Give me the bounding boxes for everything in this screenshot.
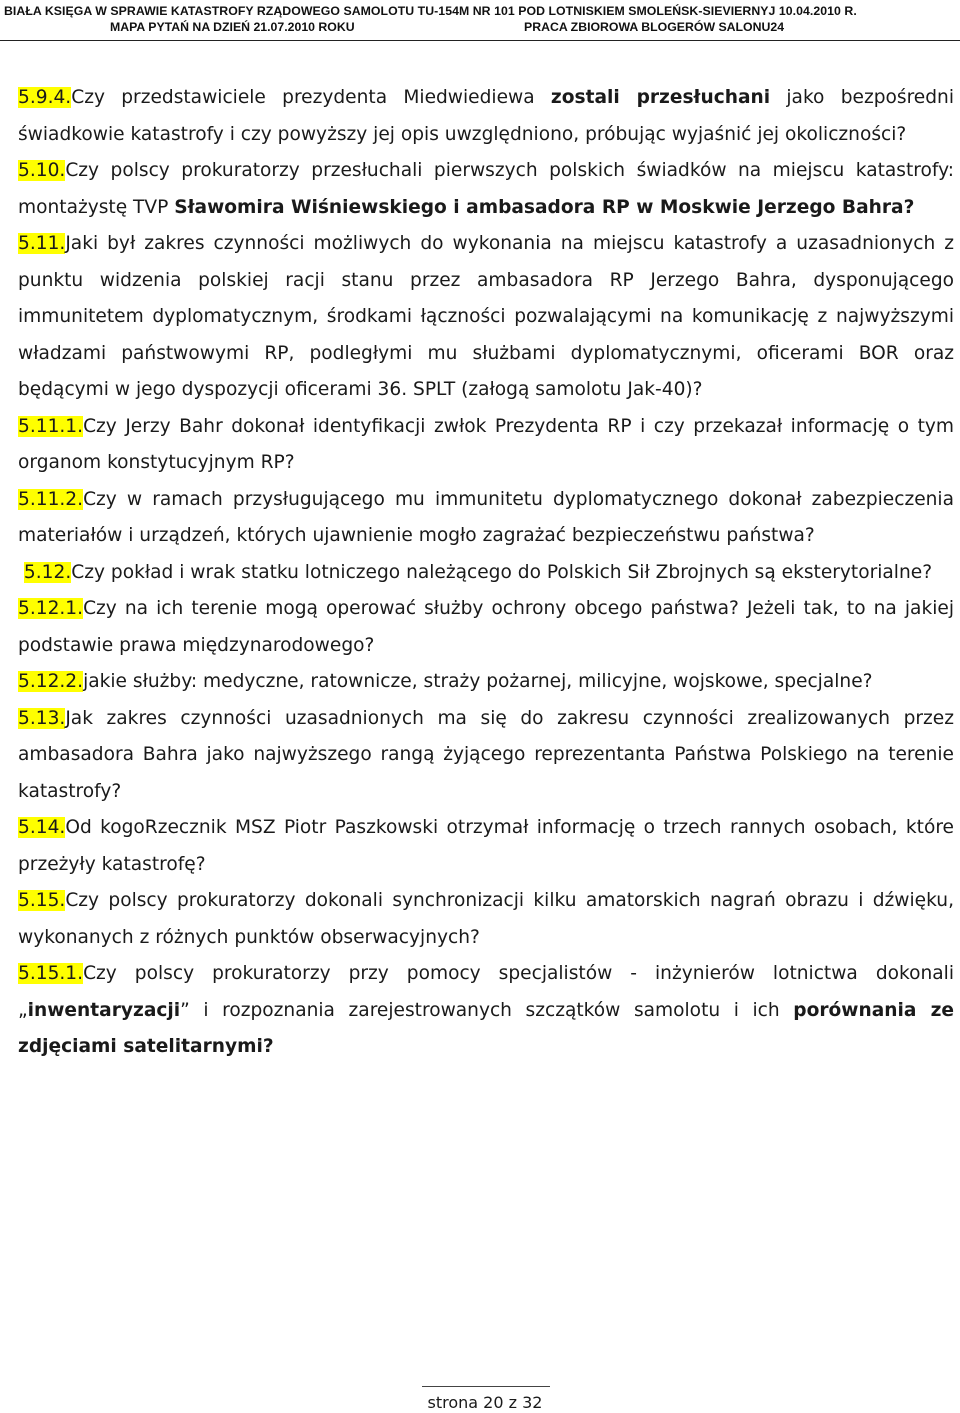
question-number: 5.12.2. [18,671,84,692]
question-number: 5.15.1. [18,963,84,984]
question-text: ” i rozpoznania zarejestrowanych szczątków samolotu i ich [180,999,794,1021]
header-divider [0,40,960,41]
question-item [18,664,954,701]
question-text: Czy pokład i wrak statku lotniczego należącego do Polskich Sił Zbrojnych są eksterytorialne? [71,561,933,583]
question-emphasis: Sławomira Wiśniewskiego i ambasadora RP w Moskwie Jerzego Bahra? [174,196,915,218]
question-item [18,226,954,409]
question-number: 5.15. [18,890,66,911]
question-number: 5.12. [23,561,72,583]
question-item [18,153,954,226]
footer-divider [422,1386,550,1387]
question-item [18,591,954,664]
question-text: Czy przedstawiciele prezydenta Miedwiediewa [71,87,551,108]
question-item [18,883,954,956]
question-number: 5.9.4. [18,87,72,108]
question-text: Od kogoRzecznik MSZ Piotr Paszkowski otrzymał informację o trzech rannych osobach, które przeżyły katastrofę? [18,817,954,875]
question-item [18,482,954,555]
question-emphasis: zostali przesłuchani [550,87,771,108]
question-text: Czy w ramach przysługującego mu immunitetu dyplomatycznego dokonał zabezpieczenia materiałów i urządzeń, których ujawnienie mogło zagrażać bezpieczeństwu państwa? [18,488,954,546]
question-text: jako bezpośredni świadkowie katastrofy i czy powyższy jej opis uwzględniono, próbując wyjaśnić jej okoliczności? [18,87,954,145]
question-number: 5.14. [18,817,66,838]
question-number: 5.12.1. [18,598,84,619]
header-authors: PRACA ZBIOROWA BLOGERÓW SALONU24 [524,20,785,34]
question-number: 5.11. [18,233,66,254]
question-item [18,555,954,592]
question-item [18,701,954,811]
question-text: jakie służby: medyczne, ratownicze, straży pożarnej, milicyjne, wojskowe, specjalne? [83,671,873,692]
question-item [18,409,954,482]
question-emphasis: inwentaryzacji [27,999,181,1021]
page-footer [0,1393,960,1413]
question-text: Czy polscy prokuratorzy przesłuchali pierwszych polskich świadków na miejscu katastrofy: montażystę TVP [18,160,954,218]
question-text: Czy Jerzy Bahr dokonał identyfikacji zwłok Prezydenta RP i czy przekazał informację o tym organom konstytucyjnym RP? [18,415,954,473]
question-number: 5.10. [18,160,66,181]
question-text: Jaki był zakres czynności możliwych do wykonania na miejscu katastrofy a uzasadnionych z punktu widzenia polskiej racji stanu przez ambasadora RP Jerzego Bahra, dysponującego immunitetem dyplomatycznym, środkami łączności pozwalającymi na komunikację z najwyższymi władzami państwowymi RP, podległymi mu służbami dyplomatycznymi, oficerami BOR oraz będącymi w jego dyspozycji oficerami 36. SPLT (załogą samolotu Jak-40)? [18,233,954,400]
page-number: strona 20 z 32 [427,1393,543,1412]
question-text: Czy polscy prokuratorzy przy pomocy specjalistów - inżynierów lotnictwa dokonali „ [18,963,954,1021]
question-item [18,80,954,153]
question-text: Czy polscy prokuratorzy dokonali synchronizacji kilku amatorskich nagrań obrazu i dźwięku, wykonanych z różnych punktów obserwacyjnych? [18,890,954,948]
question-list [18,80,954,1066]
header-title: BIAŁA KSIĘGA W SPRAWIE KATASTROFY RZĄDOWEGO SAMOLOTU TU-154M NR 101 POD LOTNISKIEM SMOLEŃSK-SIEVIERNYJ 10.04.2010 R. [4,4,857,18]
question-item [18,810,954,883]
question-text: Jak zakres czynności uzasadnionych ma się do zakresu czynności zrealizowanych przez ambasadora Bahra jako najwyższego rangą żyjącego reprezentanta Państwa Polskiego na terenie katastrofy? [18,707,954,802]
question-number: 5.11.1. [18,415,84,437]
question-text: Czy na ich terenie mogą operować służby ochrony obcego państwa? Jeżeli tak, to na jakiej podstawie prawa międzynarodowego? [18,598,954,656]
question-number: 5.11.2. [18,488,84,510]
question-emphasis: porównania ze zdjęciami satelitarnymi? [18,999,954,1057]
question-item [18,956,954,1066]
header-date: MAPA PYTAŃ NA DZIEŃ 21.07.2010 ROKU [110,20,355,34]
question-number: 5.13. [18,707,66,729]
